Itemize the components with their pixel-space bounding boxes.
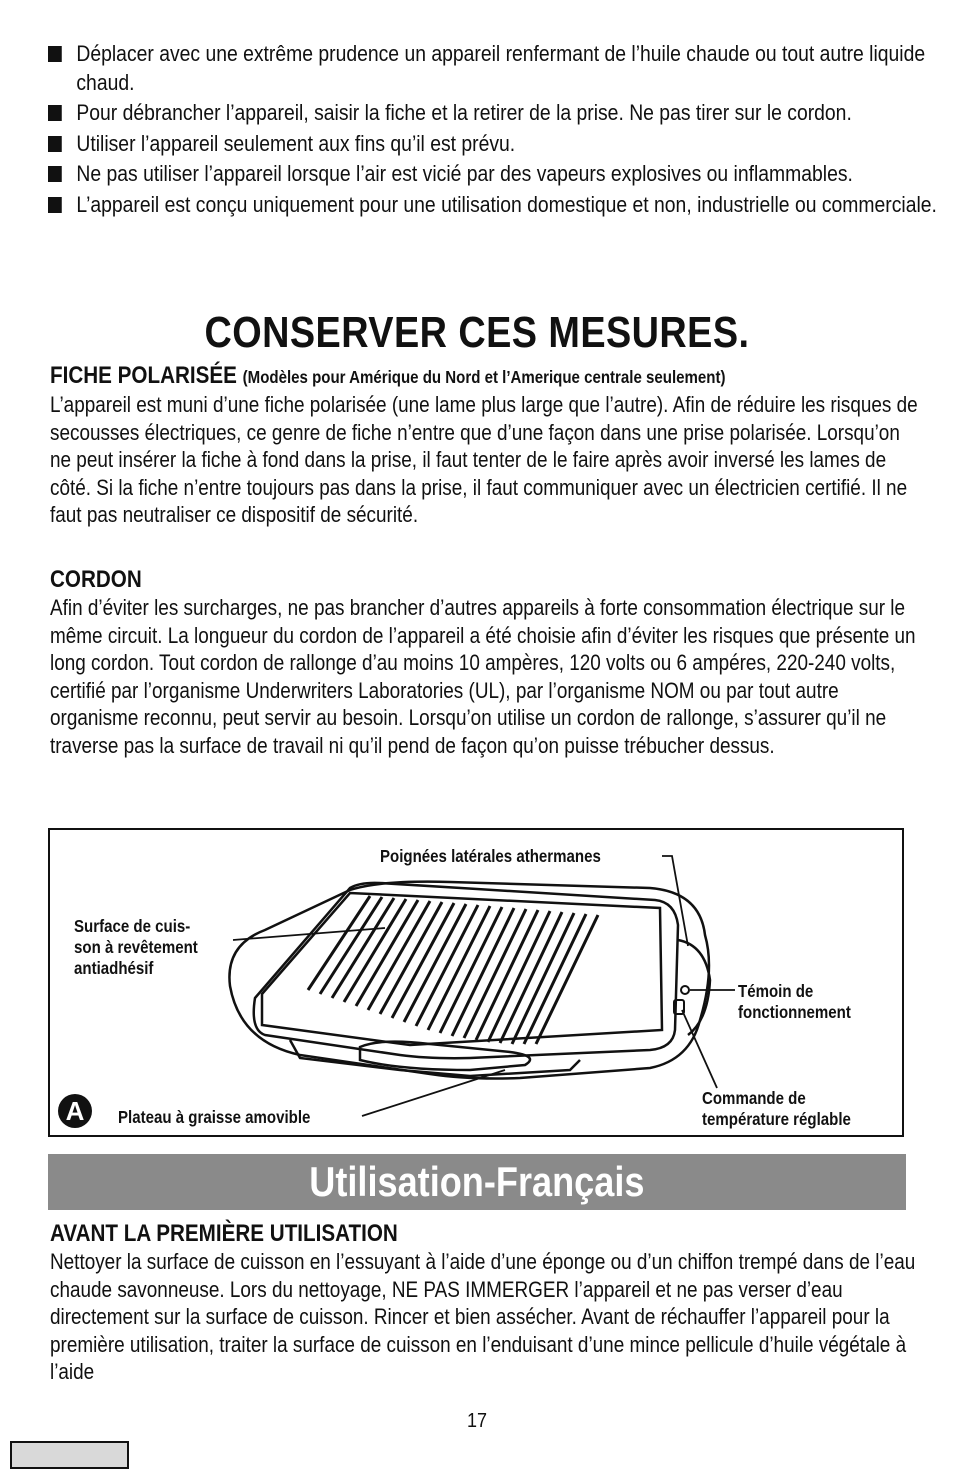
square-bullet-icon xyxy=(48,46,62,62)
label-drip-tray: Plateau à graisse amovible xyxy=(118,1107,311,1127)
safety-bullet-list xyxy=(48,40,937,221)
section-heading: AVANT LA PREMIÈRE UTILISATION xyxy=(50,1220,398,1247)
square-bullet-icon xyxy=(48,197,62,213)
bullet-item: Pour débrancher l’appareil, saisir la fiche et la retirer de la prise. Ne pas tirer sur le cordon. xyxy=(48,99,949,128)
square-bullet-icon xyxy=(48,166,62,182)
square-bullet-icon xyxy=(48,136,62,152)
label-temperature-control: Commande de température réglable xyxy=(702,1088,851,1129)
corner-box xyxy=(10,1441,129,1469)
section-heading: CORDON xyxy=(50,566,142,593)
label-cooking-surface: Surface de cuis- son à revêtement antiadhésif xyxy=(74,916,198,978)
section-paragraph: Nettoyer la surface de cuisson en l’essuyant à l’aide d’une éponge ou d’un chiffon trempé dans de l’eau chaude savonneuse. Lors du nettoyage, NE PAS IMMERGER l’appareil et ne pas verser d’eau directement sur la surface de cuisson. Rincer et bien assécher. Avant de réchauffer l’appareil pour la première utilisation, traiter la surface de cuisson en l’enduisant d’une mince pellicule d’huile végétale à l’aide xyxy=(50,1249,916,1385)
cord-section xyxy=(50,566,916,760)
page-number: 17 xyxy=(466,1410,488,1432)
figure-badge: A xyxy=(58,1094,92,1128)
label-indicator-light: Témoin de fonctionnement xyxy=(738,981,851,1022)
bullet-item: Déplacer avec une extrême prudence un appareil renfermant de l’huile chaude ou tout autre liquide chaud. xyxy=(48,40,949,97)
bullet-item: L’appareil est conçu uniquement pour une utilisation domestique et non, industrielle ou commerciale. xyxy=(48,191,949,220)
section-heading: FICHE POLARISÉE (Modèles pour Amérique du Nord et l’Amerique centrale seulement) xyxy=(50,362,726,389)
bullet-item: Ne pas utiliser l’appareil lorsque l’air est vicié par des vapeurs explosives ou inflammables. xyxy=(48,160,949,189)
section-paragraph: Afin d’éviter les surcharges, ne pas brancher d’autres appareils à forte consommation électrique sur le même circuit. La longueur du cordon de l’appareil a été choisie afin d’éviter les risques que présente un long cordon. Tout cordon de rallonge d’au moins 10 ampères, 120 volts ou 6 ampéres, 220-240 volts, certifié par l’organisme Underwriters Laboratories (UL), par l’organisme NOM ou par tout autre organisme reconnu, peut servir au besoin. Lorsqu’on utilise un cordon de rallonge, s’assurer qu’il ne traverse pas la surface de travail ni qu’il pend de façon qu’on puisse trébucher dessus. xyxy=(50,595,916,758)
grill-diagram xyxy=(48,828,904,1137)
bullet-item: Utiliser l’appareil seulement aux fins qu’il est prévu. xyxy=(48,130,949,159)
section-paragraph: L’appareil est muni d’une fiche polarisée (une lame plus large que l’autre). Afin de réduire les risques de secousses électriques, ce genre de fiche n’entre que d’une façon dans une prise polarisée. Lorsqu’on ne peut insérer la fiche à fond dans la prise, il faut tenter de le faire après avoir inversé les lames de côté. Si la fiche n’entre toujours pas dans la prise, il faut communiquer avec un électricien certifié. Il ne faut pas neutraliser ce dispositif de sécurité. xyxy=(50,392,918,528)
label-handles: Poignées latérales athermanes xyxy=(380,846,601,866)
square-bullet-icon xyxy=(48,105,62,121)
section-subheading: (Modèles pour Amérique du Nord et l’Amerique centrale seulement) xyxy=(242,367,726,387)
polarized-plug-section xyxy=(50,362,918,529)
before-first-use-section xyxy=(50,1220,916,1386)
section-banner: Utilisation-Français xyxy=(48,1154,906,1210)
main-title: CONSERVER CES MESURES. xyxy=(204,308,750,357)
